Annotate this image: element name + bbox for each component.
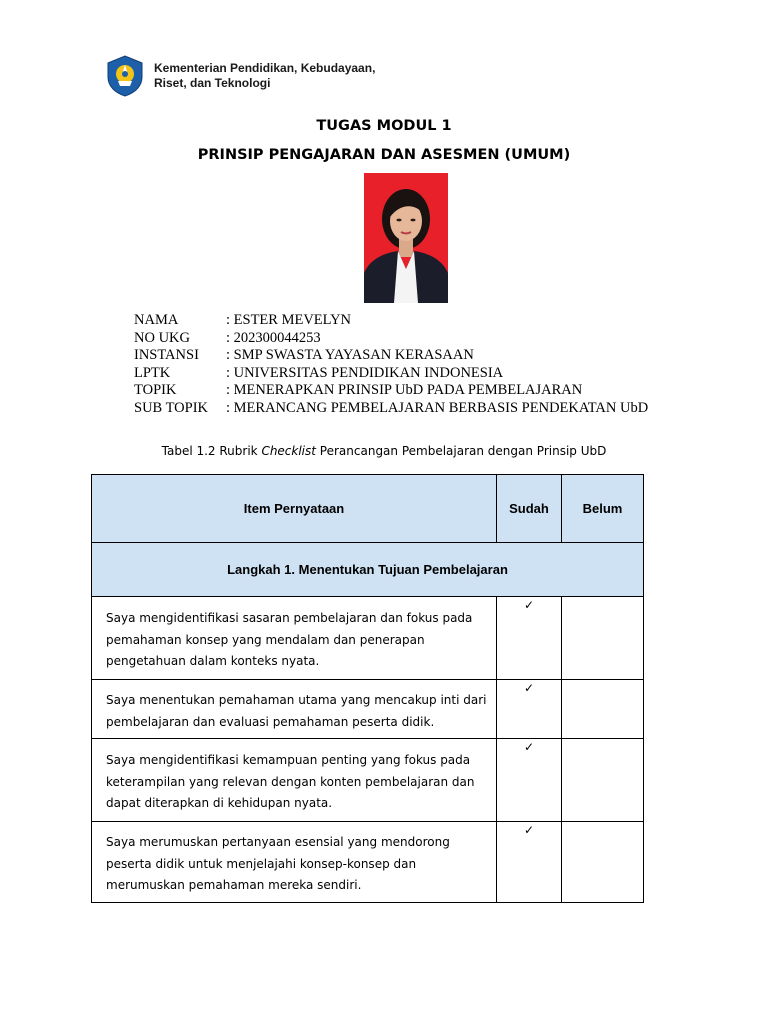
item-statement: Saya mengidentifikasi sasaran pembelajaran dan fokus pada pemahaman konsep yang mendalam dan penerapan pengetahuan dalam konteks nyata. — [92, 597, 497, 680]
identity-label: LPTK — [134, 364, 171, 381]
item-statement: Saya menentukan pemahaman utama yang mencakup inti dari pembelajaran dan evaluasi pemahaman peserta didik. — [92, 680, 497, 739]
identity-value: : ESTER MEVELYN — [226, 312, 352, 328]
identity-label: NAMA — [134, 312, 179, 328]
ministry-logo — [106, 55, 375, 97]
step-row — [92, 543, 644, 597]
identity-value: : MENERAPKAN PRINSIP UbD PADA PEMBELAJARAN — [226, 382, 583, 398]
table-row — [92, 822, 644, 903]
belum-cell — [562, 739, 644, 822]
belum-cell — [562, 680, 644, 739]
identity-value: : MERANCANG PEMBELAJARAN BERBASIS PENDEKATAN UbD — [226, 399, 649, 416]
header-item: Item Pernyataan — [92, 475, 497, 543]
identity-row-no-ukg — [134, 330, 648, 348]
identity-value: : UNIVERSITAS PENDIDIKAN INDONESIA — [226, 364, 504, 381]
caption-italic: Checklist — [261, 444, 316, 458]
sudah-cell: ✓ — [497, 822, 562, 903]
belum-cell — [562, 597, 644, 680]
identity-label: INSTANSI — [134, 347, 199, 363]
sudah-cell: ✓ — [497, 680, 562, 739]
header-sudah: Sudah — [497, 475, 562, 543]
table-row — [92, 597, 644, 680]
step-1-heading: Langkah 1. Menentukan Tujuan Pembelajaran — [92, 543, 644, 597]
sudah-cell: ✓ — [497, 597, 562, 680]
identity-label: NO UKG — [134, 329, 190, 346]
sudah-cell: ✓ — [497, 739, 562, 822]
table-row — [92, 680, 644, 739]
identity-row-instansi — [134, 347, 648, 365]
identity-label: SUB TOPIK — [134, 399, 209, 416]
caption-prefix: Tabel 1.2 Rubrik — [161, 444, 262, 458]
ministry-line-2: Riset, dan Teknologi — [154, 76, 271, 90]
profile-photo — [364, 173, 448, 303]
tut-wuri-handayani-emblem-icon — [106, 55, 144, 97]
identity-row-nama — [134, 312, 648, 330]
item-statement: Saya mengidentifikasi kemampuan penting yang fokus pada keterampilan yang relevan dengan konten pembelajaran dan dapat diterapkan di kehidupan nyata. — [92, 739, 497, 822]
document-title: TUGAS MODUL 1 — [316, 118, 452, 134]
identity-block — [134, 312, 648, 417]
belum-cell — [562, 822, 644, 903]
identity-row-lptk — [134, 365, 648, 383]
identity-value: : SMP SWASTA YAYASAN KERASAAN — [226, 347, 474, 363]
identity-row-topik — [134, 382, 648, 400]
item-statement: Saya merumuskan pertanyaan esensial yang mendorong peserta didik untuk menjelajahi konsep-konsep dan merumuskan pemahaman mereka sendiri. — [92, 822, 497, 903]
rubric-table — [91, 474, 644, 903]
document-subtitle: PRINSIP PENGAJARAN DAN ASESMEN (UMUM) — [197, 147, 571, 163]
table-row — [92, 739, 644, 822]
ministry-line-1: Kementerian Pendidikan, Kebudayaan, — [154, 61, 376, 75]
ministry-name — [154, 61, 375, 91]
identity-row-sub-topik — [134, 400, 648, 418]
identity-value: : 202300044253 — [226, 329, 321, 346]
identity-label: TOPIK — [134, 382, 177, 398]
table-caption — [0, 444, 768, 458]
header-belum: Belum — [562, 475, 644, 543]
table-header-row — [92, 475, 644, 543]
caption-suffix: Perancangan Pembelajaran dengan Prinsip UbD — [315, 444, 607, 458]
